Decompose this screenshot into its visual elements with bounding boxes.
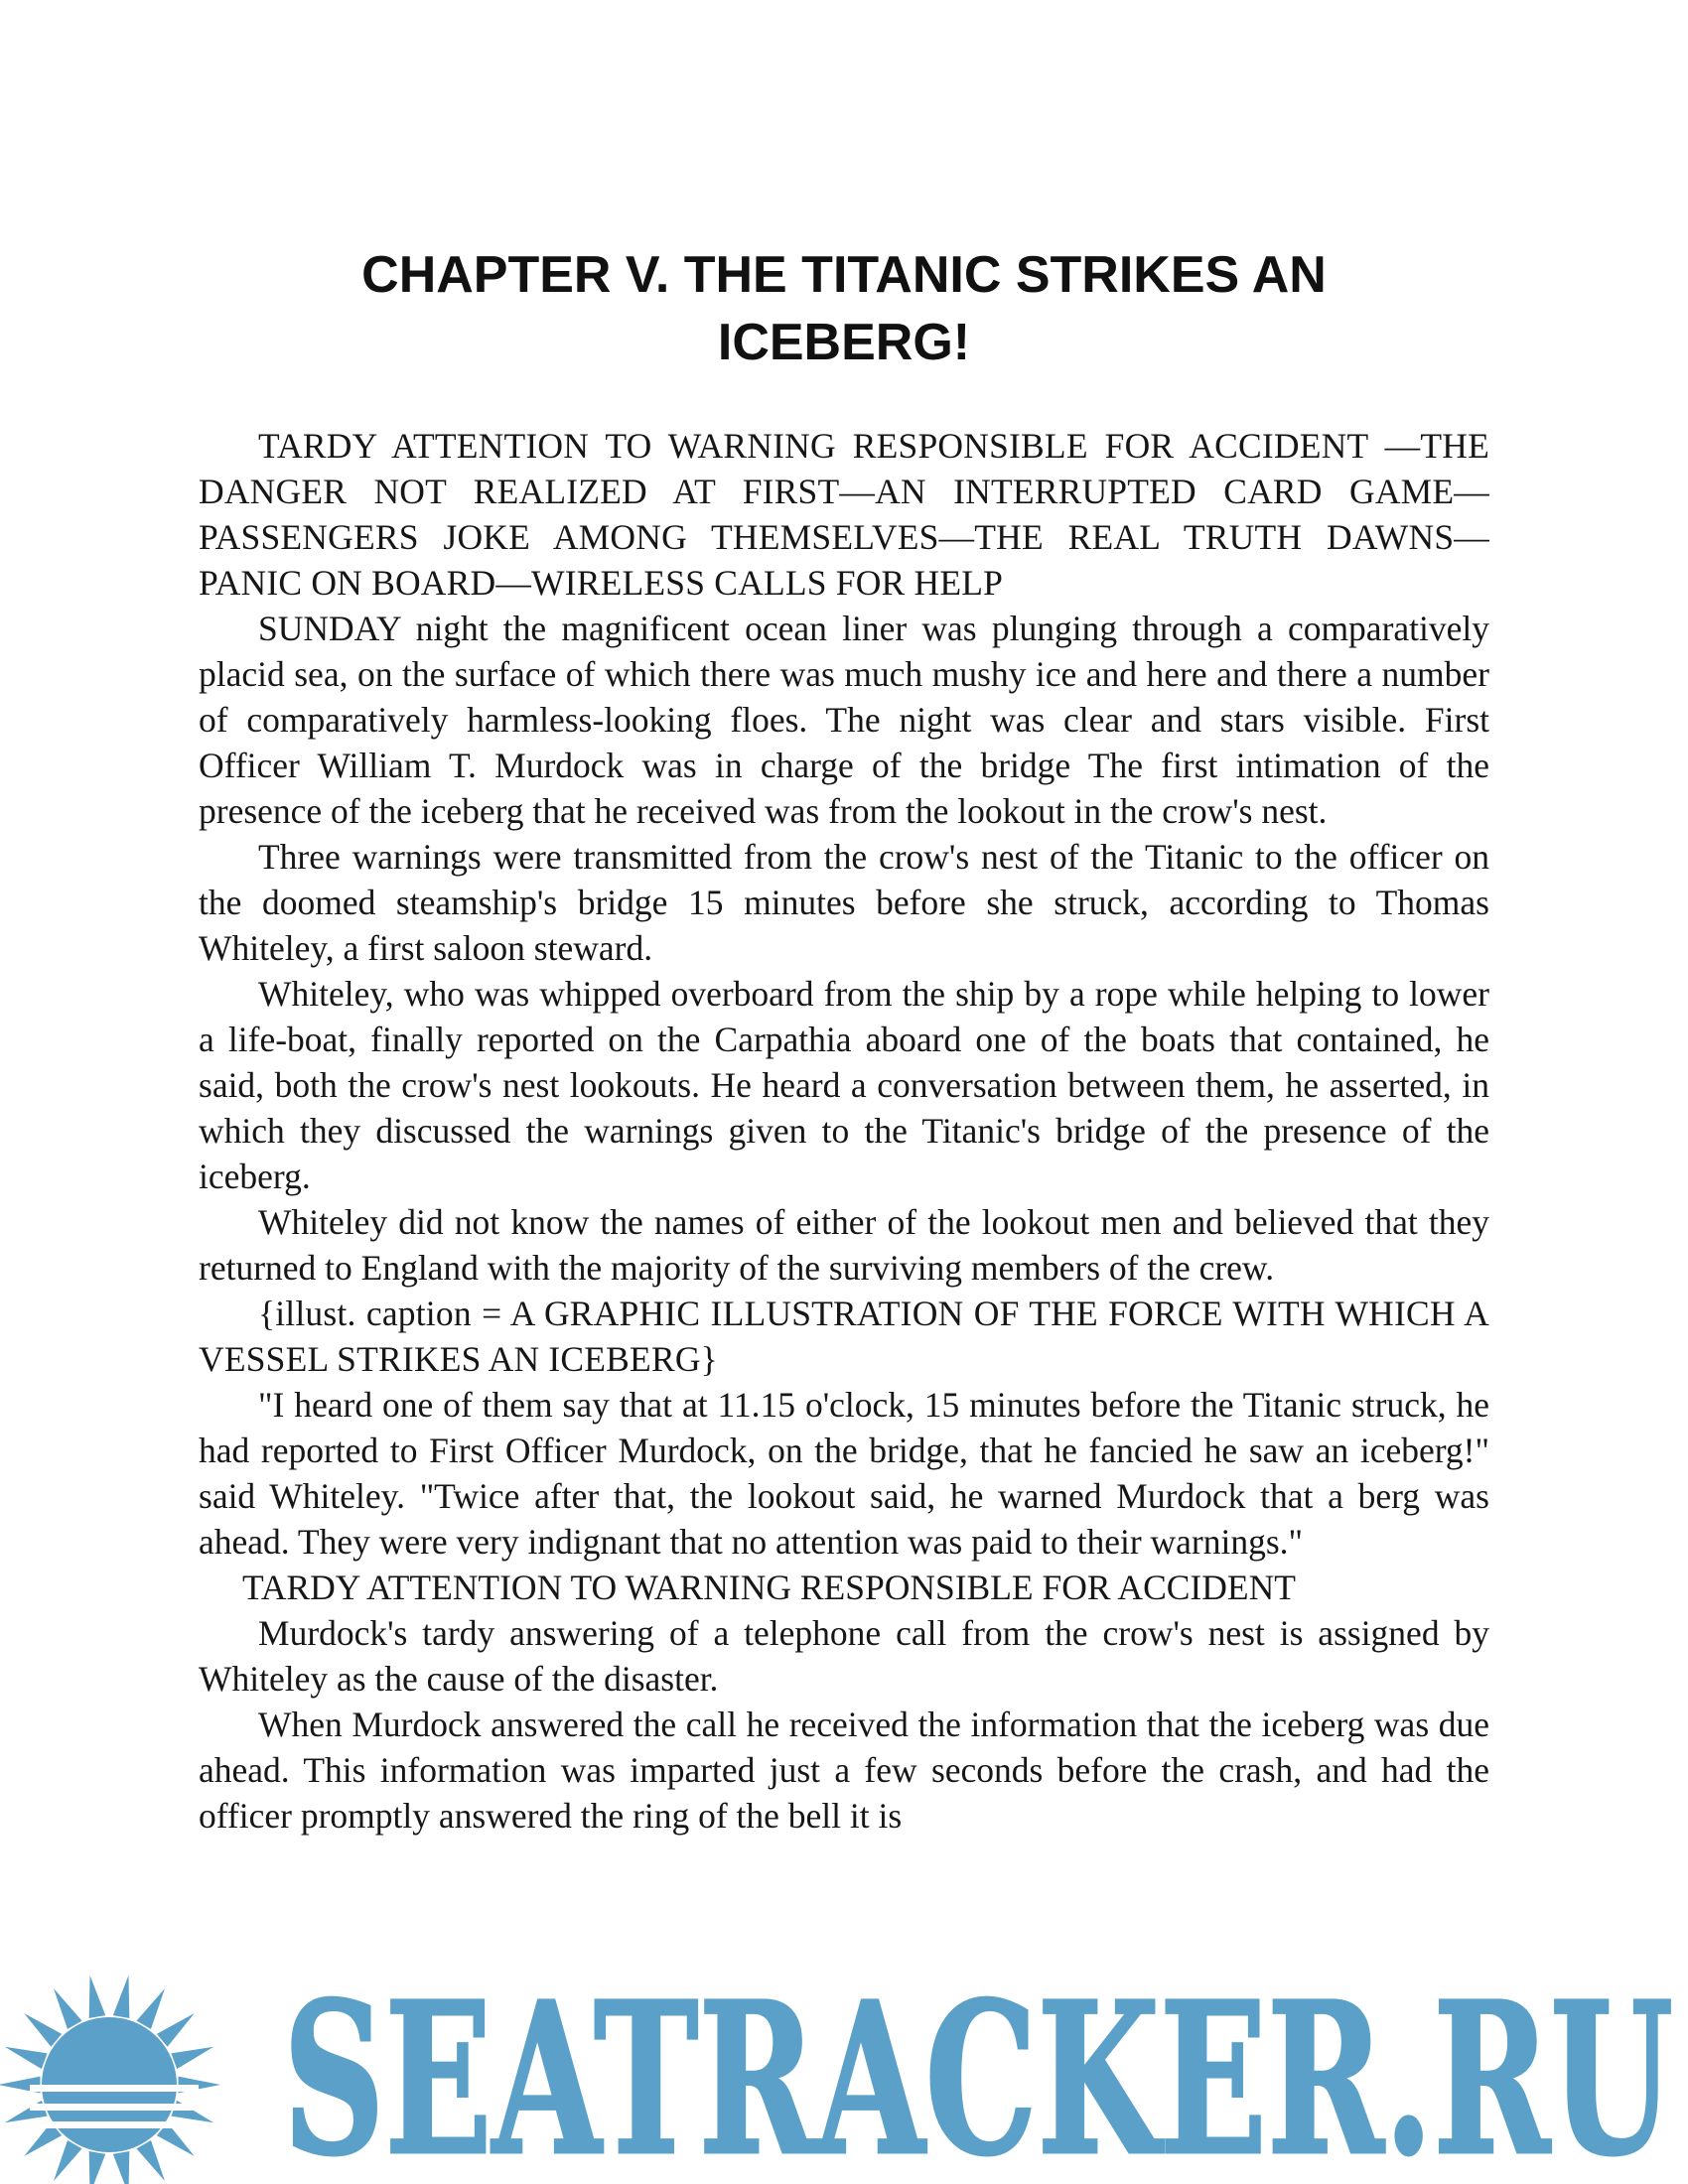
paragraph: When Murdock answered the call he received the information that the iceberg was due ahead. This information was imparted just a few seconds before the crash, and had the officer promptly answered the ring of the bell it is <box>199 1705 1489 1836</box>
watermark <box>0 1916 1688 2184</box>
chapter-title-line-2: ICEBERG! <box>717 314 971 371</box>
sunburst-ray <box>89 1976 106 2018</box>
sunburst-icon <box>0 1976 220 2184</box>
sunburst-ray <box>5 2047 48 2069</box>
chapter-title-line-1: CHAPTER V. THE TITANIC STRIKES AN <box>361 246 1327 304</box>
paragraph: "I heard one of them say that at 11.15 o'clock, 15 minutes before the Titanic struck, he had reported to First Officer Murdock, on the bridge, that he fancied he saw an iceberg!" said Whiteley. "Twice after that, the lookout said, he warned Murdock that a berg was ahead. They were very indignant that no attention was paid to their warnings." <box>199 1385 1489 1562</box>
watermark-text: SEATRACKER.RU <box>283 1957 1673 2184</box>
illustration-caption: {illust. caption = A GRAPHIC ILLUSTRATION OF THE FORCE WITH WHICH A VESSEL STRIKES AN ICEBERG} <box>199 1294 1489 1379</box>
sunburst-ray <box>136 1988 165 2029</box>
chapter-summary: TARDY ATTENTION TO WARNING RESPONSIBLE FOR ACCIDENT —THE DANGER NOT REALIZED AT FIRST—AN INTERRUPTED CARD GAME—PASSENGERS JOKE AMONG THEMSELVES—THE REAL TRUTH DAWNS—PANIC ON BOARD—WIRELESS CALLS FOR HELP <box>199 426 1489 603</box>
chapter-title <box>199 241 1489 376</box>
sunburst-ray <box>54 2140 82 2181</box>
paragraph: Murdock's tardy answering of a telephone call from the crow's nest is assigned by Whiteley as the cause of the disaster. <box>199 1613 1489 1699</box>
sunburst-ray <box>171 2047 213 2069</box>
sunburst-ray <box>89 2151 106 2184</box>
section-subheading: TARDY ATTENTION TO WARNING RESPONSIBLE FOR ACCIDENT <box>242 1568 1296 1607</box>
sunburst-ray <box>113 2151 130 2184</box>
body-text <box>199 423 1489 1839</box>
paragraph: Whiteley did not know the names of either of the lookout men and believed that they returned to England with the majority of the surviving members of the crew. <box>199 1202 1489 1288</box>
sunburst-ray <box>54 1988 82 2029</box>
sunburst-ray <box>136 2140 165 2181</box>
sunburst-ray <box>157 2013 195 2047</box>
paragraph: Whiteley, who was whipped overboard from the ship by a rope while helping to lower a life-boat, finally reported on the Carpathia aboard one of the boats that contained, he said, both the crow's nest lookouts. He heard a conversation between them, he asserted, in which they discussed the warnings given to the Titanic's bridge of the presence of the iceberg. <box>199 974 1489 1196</box>
sunburst-ray <box>24 2013 62 2047</box>
sunburst-ray <box>113 1976 130 2018</box>
paragraph: Three warnings were transmitted from the crow's nest of the Titanic to the officer on the doomed steamship's bridge 15 minutes before she struck, according to Thomas Whiteley, a first saloon steward. <box>199 837 1489 968</box>
paragraph: SUNDAY night the magnificent ocean liner was plunging through a comparatively placid sea, on the surface of which there was much mushy ice and here and there a number of comparatively harmless-looking floes. The night was clear and stars visible. First Officer William T. Murdock was in charge of the bridge The first intimation of the presence of the iceberg that he received was from the lookout in the crow's nest. <box>199 609 1489 831</box>
